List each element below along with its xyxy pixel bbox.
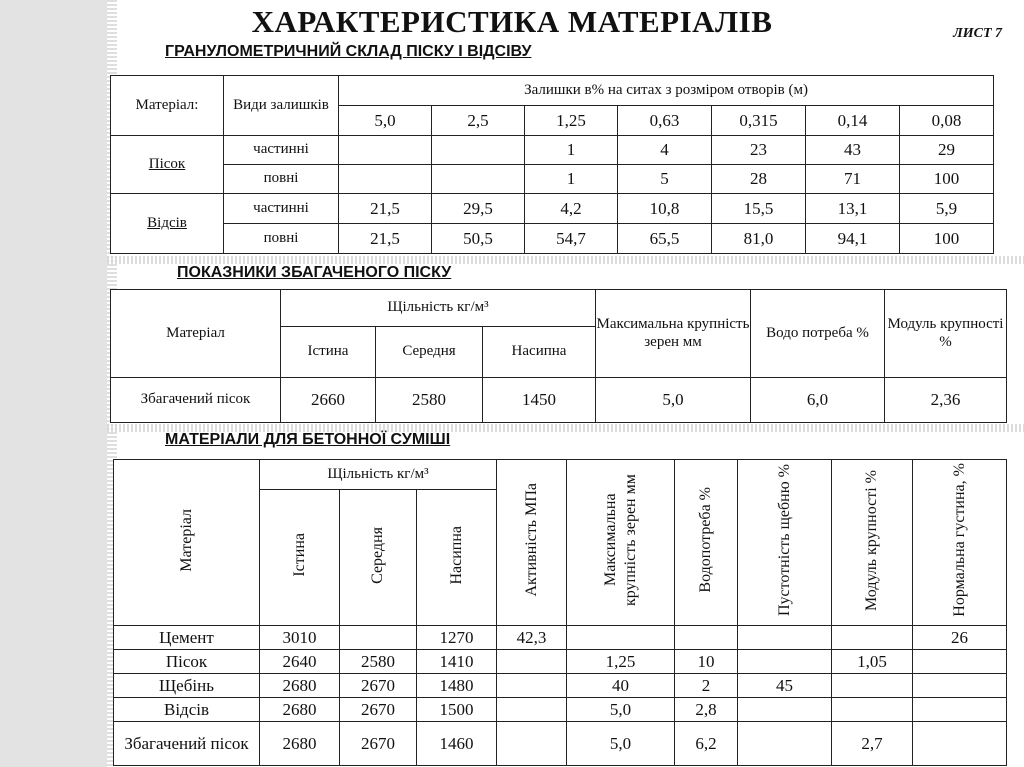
t3-header-true-cell	[260, 490, 340, 626]
t1-sieve: 2,5	[432, 106, 525, 136]
t1-value: 94,1	[806, 224, 900, 254]
t1-value: 29	[900, 136, 994, 165]
t1-value: 13,1	[806, 194, 900, 224]
t1-sieve: 0,63	[618, 106, 712, 136]
t3-value	[913, 674, 1007, 698]
table2-title: ПОКАЗНИКИ ЗБАГАЧЕНОГО ПІСКУ	[177, 264, 452, 281]
t3-value	[913, 650, 1007, 674]
t1-sieve: 0,14	[806, 106, 900, 136]
t3-value: 1,25	[567, 650, 675, 674]
t3-value	[738, 626, 832, 650]
t3-header-activity-cell	[497, 460, 567, 626]
t1-material-sand: Пісок	[148, 155, 186, 172]
t1-sieve: 1,25	[525, 106, 618, 136]
t3-value	[832, 674, 913, 698]
t3-header-voids-cell	[738, 460, 832, 626]
t3-header-density: Щільність кг/м³	[260, 460, 497, 490]
t1-value: 100	[900, 165, 994, 194]
t3-value: 1480	[417, 674, 497, 698]
t3-value	[497, 722, 567, 766]
t3-value: 10	[675, 650, 738, 674]
t1-sieve: 0,08	[900, 106, 994, 136]
t2-header-water: Водо потреба %	[751, 290, 885, 378]
t3-header-max-size-cell	[567, 460, 675, 626]
t1-kind: частинні	[224, 136, 339, 165]
t1-header-kind: Види залишків	[224, 76, 339, 136]
t2-value: 2,36	[885, 378, 1007, 423]
t1-kind: частинні	[224, 194, 339, 224]
t1-value: 71	[806, 165, 900, 194]
t3-value: 2680	[260, 698, 340, 722]
t3-header-modulus-cell	[832, 460, 913, 626]
concrete-materials-table	[113, 459, 1007, 766]
t1-value: 100	[900, 224, 994, 254]
page-title: ХАРАКТЕРИСТИКА МАТЕРІАЛІВ	[251, 4, 773, 39]
t1-header-residues: Залишки в% на ситах з розміром отворів (м)	[339, 76, 994, 106]
t1-value	[432, 136, 525, 165]
t3-value: 26	[913, 626, 1007, 650]
t3-material: Цемент	[114, 626, 260, 650]
t3-value	[832, 626, 913, 650]
t1-value: 54,7	[525, 224, 618, 254]
t1-value: 15,5	[712, 194, 806, 224]
t3-value	[832, 698, 913, 722]
t3-value	[497, 674, 567, 698]
t3-material: Відсів	[114, 698, 260, 722]
t3-header-voids: Пустотність щебню %	[775, 464, 793, 617]
t3-value: 5,0	[567, 722, 675, 766]
t3-value: 2580	[340, 650, 417, 674]
t3-header-max-size: Максимальна крупність зерен мм	[601, 474, 639, 607]
t3-value	[497, 698, 567, 722]
t3-material: Щебінь	[114, 674, 260, 698]
t3-value: 1,05	[832, 650, 913, 674]
t3-header-material-cell	[114, 460, 260, 626]
t1-value: 5,9	[900, 194, 994, 224]
table1-title: ГРАНУЛОМЕТРИЧНИЙ СКЛАД ПІСКУ І ВІДСІВУ	[165, 43, 532, 60]
t3-value: 1500	[417, 698, 497, 722]
t1-value: 1	[525, 136, 618, 165]
t2-material: Збагачений пісок	[111, 378, 281, 423]
t1-header-material: Матеріал:	[111, 76, 224, 136]
sheet-number: ЛИСТ 7	[953, 26, 1002, 41]
t2-header-material: Матеріал	[111, 290, 281, 378]
t1-value: 43	[806, 136, 900, 165]
t3-value	[738, 650, 832, 674]
t1-value: 1	[525, 165, 618, 194]
t3-value	[913, 722, 1007, 766]
t3-value: 2670	[340, 722, 417, 766]
t1-value: 28	[712, 165, 806, 194]
t3-header-modulus: Модуль крупності %	[863, 469, 880, 611]
t3-header-bulk: Насипна	[447, 525, 465, 585]
t1-value: 29,5	[432, 194, 525, 224]
t3-value: 40	[567, 674, 675, 698]
t1-value: 23	[712, 136, 806, 165]
t2-header-modulus: Модуль крупності %	[885, 290, 1007, 378]
t3-header-consistency-cell	[913, 460, 1007, 626]
t2-header-max-size: Максимальна крупність зерен мм	[596, 290, 751, 378]
left-gray-stripe	[0, 0, 107, 767]
t1-value: 81,0	[712, 224, 806, 254]
t3-value	[675, 626, 738, 650]
t1-value: 4,2	[525, 194, 618, 224]
t3-material: Пісок	[114, 650, 260, 674]
t1-sieve: 0,315	[712, 106, 806, 136]
t1-value: 21,5	[339, 194, 432, 224]
t2-value: 1450	[483, 378, 596, 423]
t3-value: 2670	[340, 674, 417, 698]
t3-header-water: Водопотреба %	[697, 487, 714, 593]
t3-value: 2670	[340, 698, 417, 722]
t1-value	[339, 136, 432, 165]
table3-title: МАТЕРІАЛИ ДЛЯ БЕТОННОЇ СУМІШІ	[165, 431, 451, 448]
t3-value: 2	[675, 674, 738, 698]
t3-header-water-cell	[675, 460, 738, 626]
t3-value	[497, 650, 567, 674]
t2-value: 2580	[376, 378, 483, 423]
t3-value: 5,0	[567, 698, 675, 722]
t3-header-avg: Середня	[369, 526, 386, 584]
t1-sieve: 5,0	[339, 106, 432, 136]
t1-value: 50,5	[432, 224, 525, 254]
t3-header-avg-cell	[340, 490, 417, 626]
t3-value: 2680	[260, 722, 340, 766]
t1-value	[432, 165, 525, 194]
t3-header-true: Істина	[290, 533, 308, 578]
t1-kind: повні	[224, 224, 339, 254]
t1-value: 10,8	[618, 194, 712, 224]
t3-header-activity: Активність МПа	[522, 483, 540, 597]
t2-value: 5,0	[596, 378, 751, 423]
t3-value: 45	[738, 674, 832, 698]
t2-header-bulk: Насипна	[483, 327, 596, 378]
t2-value: 6,0	[751, 378, 885, 423]
t1-kind: повні	[224, 165, 339, 194]
t1-value: 21,5	[339, 224, 432, 254]
t3-value: 6,2	[675, 722, 738, 766]
t3-value: 42,3	[497, 626, 567, 650]
t3-value	[567, 626, 675, 650]
t3-value: 1410	[417, 650, 497, 674]
t3-value	[913, 698, 1007, 722]
t2-header-avg: Середня	[376, 327, 483, 378]
t3-value: 3010	[260, 626, 340, 650]
t2-value: 2660	[281, 378, 376, 423]
t3-value: 2,7	[832, 722, 913, 766]
t2-header-density: Щільність кг/м³	[281, 290, 596, 327]
t2-header-true: Істина	[281, 327, 376, 378]
t1-material-cell	[111, 194, 224, 254]
t3-header-material: Матеріал	[177, 508, 195, 572]
enriched-sand-table	[110, 289, 1007, 423]
t3-value: 2,8	[675, 698, 738, 722]
t3-material: Збагачений пісок	[114, 722, 260, 766]
t3-value	[340, 626, 417, 650]
t1-material-screenings: Відсів	[147, 214, 187, 231]
t1-material-cell	[111, 136, 224, 194]
t1-value: 5	[618, 165, 712, 194]
t3-value: 2640	[260, 650, 340, 674]
t3-header-bulk-cell	[417, 490, 497, 626]
t3-header-consistency: Нормальна густина, %	[950, 463, 968, 618]
granulometry-table	[110, 75, 994, 254]
t3-value	[738, 722, 832, 766]
dotted-band	[107, 256, 1024, 264]
t3-value: 1460	[417, 722, 497, 766]
t3-value: 1270	[417, 626, 497, 650]
t1-value	[339, 165, 432, 194]
t1-value: 4	[618, 136, 712, 165]
t3-value	[738, 698, 832, 722]
t3-value: 2680	[260, 674, 340, 698]
t1-value: 65,5	[618, 224, 712, 254]
